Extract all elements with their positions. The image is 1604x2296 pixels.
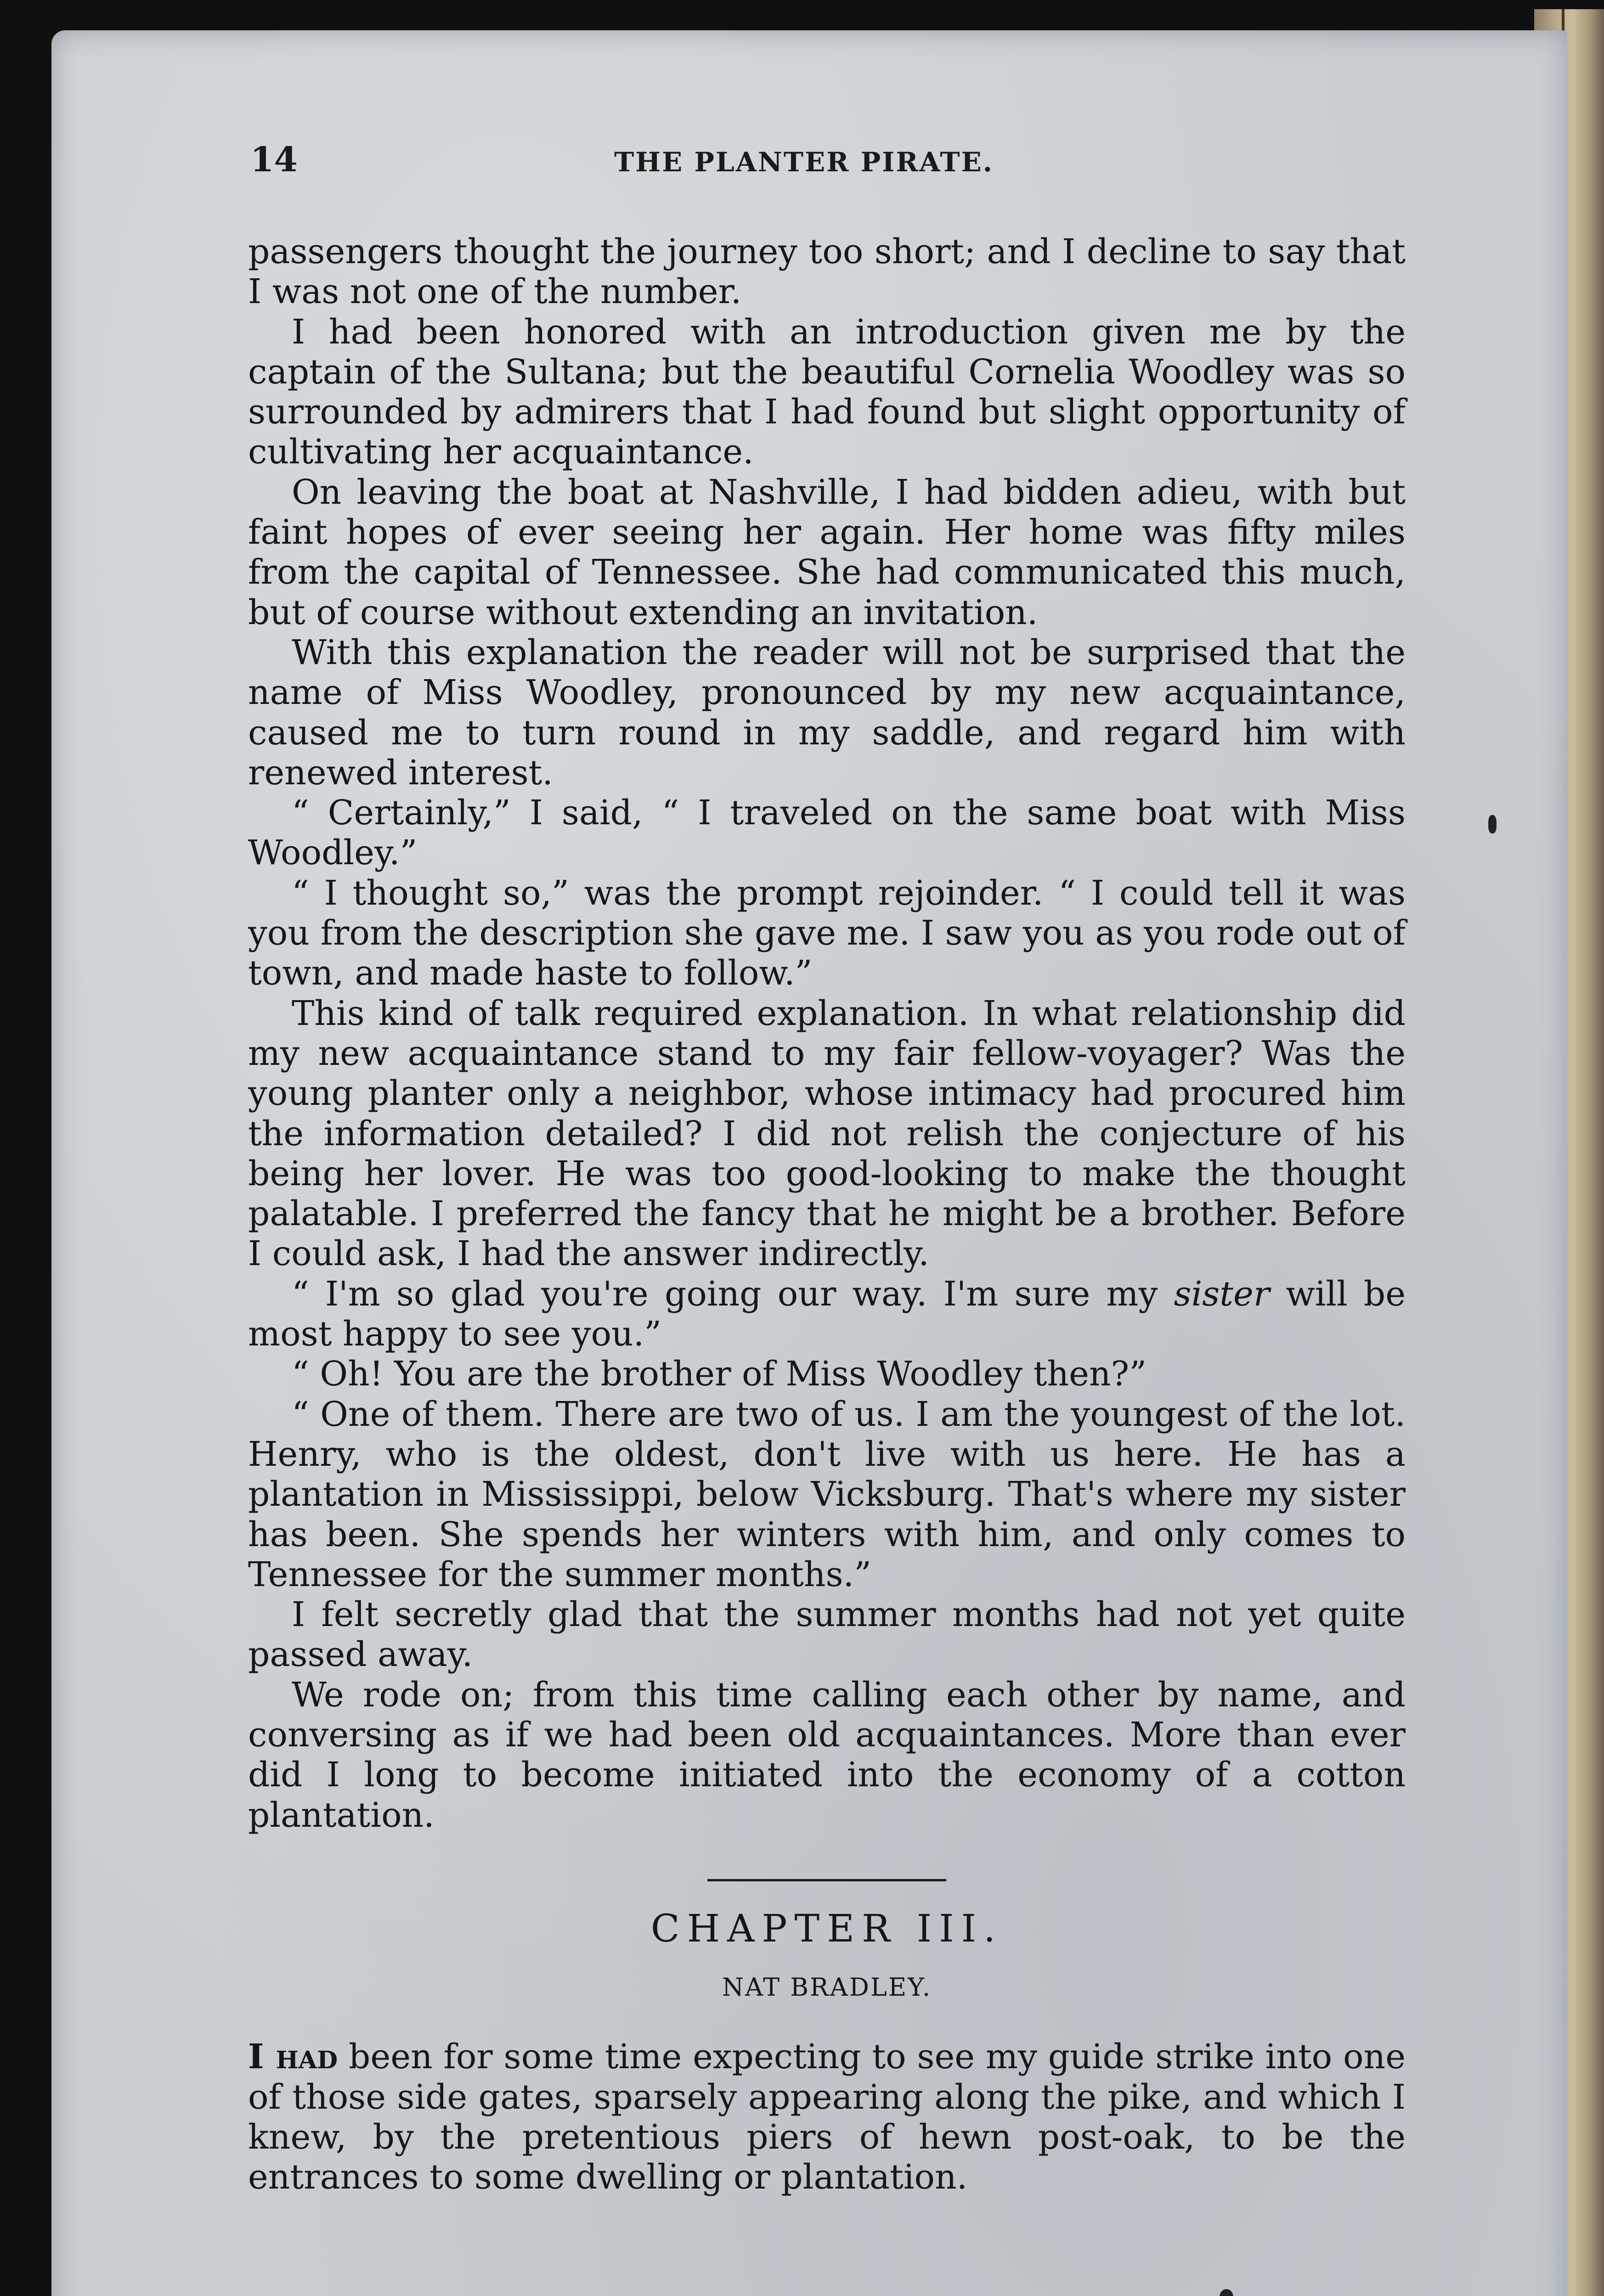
paragraph: “ I thought so,” was the prompt rejoinder. “ I could tell it was you from the description she gave me. I saw you as you rode out of town, and made haste to follow.” [248,873,1406,993]
paragraph: I had been honored with an introduction given me by the captain of the Sultana; but the beautiful Cornelia Woodley was so surrounded by admirers that I had found but slight opportunity of cultivating her acquaintance. [248,312,1406,472]
page-blemish [1488,815,1497,833]
chapter-subtitle: NAT BRADLEY. [722,1973,932,2002]
section-divider [707,1879,946,1881]
page-number: 14 [250,140,298,180]
paragraph: “ Oh! You are the brother of Miss Woodley then?” [292,1354,1147,1394]
paragraph: I felt secretly glad that the summer months had not yet quite passed away. [248,1595,1406,1675]
sister-quote-start: “ I'm so glad you're going our way. I'm sure my [292,1274,1174,1314]
sister-quote-end: will be most happy to see you.” [248,1274,1406,1354]
page-body [248,232,1406,2198]
paragraph: On leaving the boat at Nashville, I had bidden adieu, with but faint hopes of ever seeing her again. Her home was fifty miles from the capital of Tennessee. She had communicated this much, but of course without extending an invitation. [248,472,1406,632]
page-header [195,140,1412,191]
paragraph-sister [248,1274,1406,1355]
paragraph: With this explanation the reader will not be surprised that the name of Miss Woodley, pronounced by my new acquaintance, caused me to turn round in my saddle, and regard him with renewed interest. [248,632,1406,793]
opening-rest: been for some time expecting to see my guide strike into one of those side gates, sparsely appearing along the pike, and which I knew, by the pretentious piers of hewn post-oak, to be the entrances to some dwelling or plantation. [248,2037,1406,2197]
paragraph: “ One of them. There are two of us. I am the youngest of the lot. Henry, who is the oldest, don't live with us here. He has a plantation in Mississippi, below Vicksburg. That's where my sister has been. She spends her winters with him, and only comes to Tennessee for the summer months.” [248,1394,1406,1594]
paragraph: “ Certainly,” I said, “ I traveled on the same boat with Miss Woodley.” [248,793,1406,873]
emphasized-word: sister [1174,1274,1270,1314]
chapter-opening-paragraph [248,2037,1406,2197]
paragraph: passengers thought the journey too short; and I decline to say that I was not one of the number. [248,232,1406,312]
chapter-title: CHAPTER III. [650,1907,1003,1951]
opening-smallcaps: I had [248,2037,338,2077]
paragraph: We rode on; from this time calling each other by name, and conversing as if we had been old acquaintances. More than ever did I long to become initiated into the economy of a cotton plantation. [248,1675,1406,1835]
running-head: THE PLANTER PIRATE. [614,146,994,178]
paragraph: This kind of talk required explanation. In what relationship did my new acquaintance stand to my fair fellow-voyager? Was the young planter only a neighbor, whose intimacy had procured him the information detailed? I did not relish the conjecture of his being her lover. He was too good-looking to make the thought palatable. I preferred the fancy that he might be a brother. Before I could ask, I had the answer indirectly. [248,993,1406,1274]
